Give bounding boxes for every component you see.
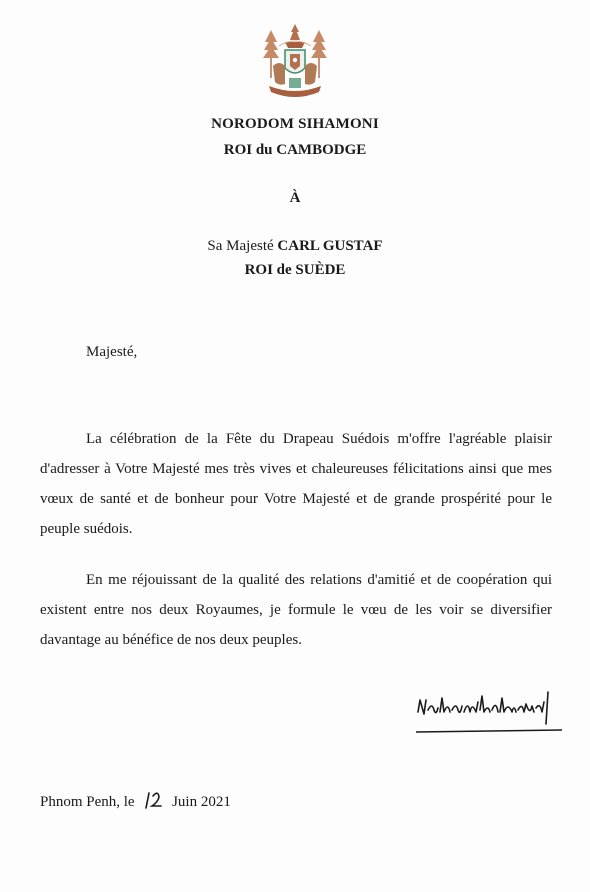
addressee-marker: À	[289, 190, 301, 206]
sender-name: NORODOM SIHAMONI	[211, 116, 379, 132]
recipient-title: ROI de SUÈDE	[244, 262, 346, 278]
body-paragraph-2: En me réjouissant de la qualité des relations d'amitié et de coopération qui existent entre nos deux Royaumes, je formule le vœu de les voir se diversifier davantage au bénéfice de nos deux peuples.	[40, 572, 552, 648]
sender-title: ROI du CAMBODGE	[223, 142, 367, 158]
recipient-name-line	[0, 238, 590, 255]
closing-month-year: Juin 2021	[172, 794, 231, 810]
closing-date-line	[40, 790, 231, 811]
handwritten-day-icon	[140, 790, 166, 810]
salutation: Majesté,	[86, 344, 138, 360]
body-paragraph-1: La célébration de la Fête du Drapeau Suédois m'offre l'agréable plaisir d'adresser à Votre Majesté mes très vives et chaleureuses félicitations ainsi que mes vœux de santé et de bonheur pour Votre Majesté et de grande prospérité pour le peuple suédois.	[40, 431, 552, 537]
recipient-prefix: Sa Majesté	[207, 238, 274, 254]
handwritten-signature-icon	[414, 682, 564, 740]
royal-coat-of-arms-icon	[255, 22, 335, 106]
recipient-name: CARL GUSTAF	[277, 238, 383, 254]
closing-place: Phnom Penh, le	[40, 794, 135, 810]
